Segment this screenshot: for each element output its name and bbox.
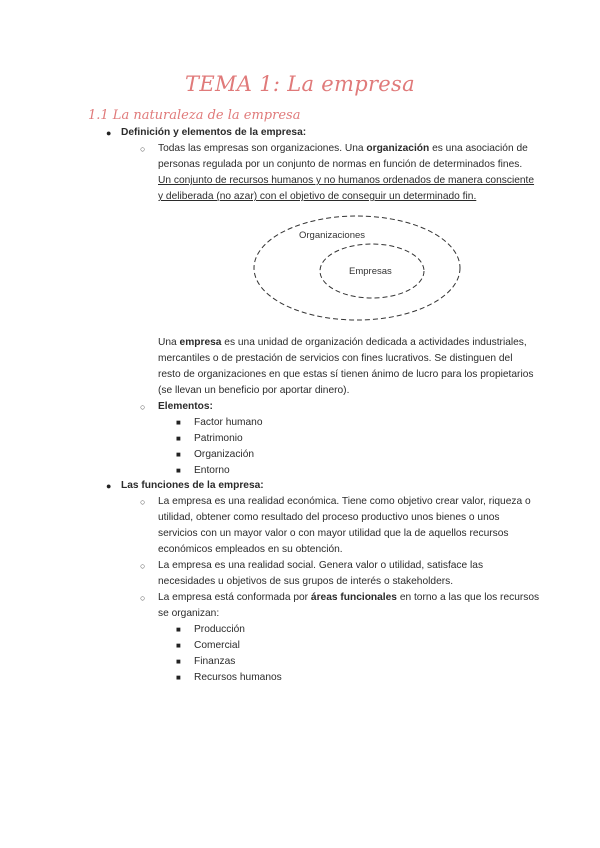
circle-bullet-icon: ○: [140, 593, 146, 603]
paragraph-line: [158, 335, 527, 351]
text-run: Todas las empresas son organizaciones. Una: [158, 143, 367, 154]
section-heading: 1.1 La naturaleza de la empresa: [88, 108, 301, 123]
circle-bullet-icon: ○: [140, 144, 146, 154]
square-bullet-icon: ■: [176, 418, 181, 427]
bullet-icon: ●: [106, 128, 112, 138]
list-item: Patrimonio: [194, 433, 243, 444]
text-run: en torno a las que los recursos: [396, 592, 540, 603]
text-run: La empresa está conformada por: [158, 592, 311, 603]
page-title: TEMA 1: La empresa: [185, 72, 415, 96]
paragraph-line: utilidad, obtener como resultado del proceso productivo unos bienes o unos: [158, 512, 500, 523]
underlined-line: y deliberada (no azar) con el objetivo de conseguir un determinado fin.: [158, 191, 477, 202]
square-bullet-icon: ■: [176, 673, 181, 682]
square-bullet-icon: ■: [176, 657, 181, 666]
bold-term: áreas funcionales: [310, 592, 397, 603]
bullet-heading-definicion: Definición y elementos de la empresa:: [121, 127, 307, 138]
paragraph-line: [158, 590, 539, 606]
underlined-line: Un conjunto de recursos humanos y no humanos ordenados de manera consciente: [158, 175, 535, 186]
list-item: Recursos humanos: [194, 672, 282, 683]
paragraph-line: personas regulada por un conjunto de normas en función de determinados fines.: [158, 159, 523, 170]
bold-term: empresa: [179, 337, 222, 348]
list-item: Finanzas: [194, 656, 236, 667]
square-bullet-icon: ■: [176, 434, 181, 443]
empresas-label: Empresas: [349, 266, 392, 277]
paragraph-line: servicios con un mayor valor o con mayor utilidad que la de aquellos recursos: [158, 528, 509, 539]
paragraph-line: (se llevan un beneficio por aportar dinero).: [158, 385, 350, 396]
paragraph-line: se organizan:: [158, 608, 220, 619]
bold-term: organización: [366, 143, 430, 154]
organizaciones-empresas-diagram: [252, 214, 462, 324]
paragraph-line: necesidades u objetivos de sus grupos de interés o stakeholders.: [158, 576, 454, 587]
list-item: Producción: [194, 624, 245, 635]
paragraph-line: resto de organizaciones en que estas sí tienen ánimo de lucro para los propietarios: [158, 369, 534, 380]
circle-bullet-icon: ○: [140, 402, 146, 412]
organizaciones-label: Organizaciones: [299, 230, 366, 241]
square-bullet-icon: ■: [176, 450, 181, 459]
square-bullet-icon: ■: [176, 625, 181, 634]
text-run: es una asociación de: [429, 143, 528, 154]
circle-bullet-icon: ○: [140, 561, 146, 571]
circle-bullet-icon: ○: [140, 497, 146, 507]
paragraph-line: [158, 141, 528, 157]
text-run: es una unidad de organización dedicada a actividades industriales,: [221, 337, 527, 348]
bullet-heading-funciones: Las funciones de la empresa:: [121, 480, 264, 491]
paragraph-line: La empresa es una realidad económica. Tiene como objetivo crear valor, riqueza o: [158, 496, 531, 507]
elementos-label: Elementos:: [158, 401, 213, 412]
square-bullet-icon: ■: [176, 466, 181, 475]
bullet-icon: ●: [106, 481, 112, 491]
list-item: Entorno: [194, 465, 230, 476]
list-item: Comercial: [194, 640, 240, 651]
paragraph-line: La empresa es una realidad social. Genera valor o utilidad, satisface las: [158, 560, 484, 571]
text-run: Una: [158, 337, 180, 348]
list-item: Organización: [194, 449, 255, 460]
paragraph-line: mercantiles o de prestación de servicios con fines lucrativos. Se distinguen del: [158, 353, 513, 364]
list-item: Factor humano: [194, 417, 263, 428]
square-bullet-icon: ■: [176, 641, 181, 650]
paragraph-line: económicos empleados en su obtención.: [158, 544, 343, 555]
